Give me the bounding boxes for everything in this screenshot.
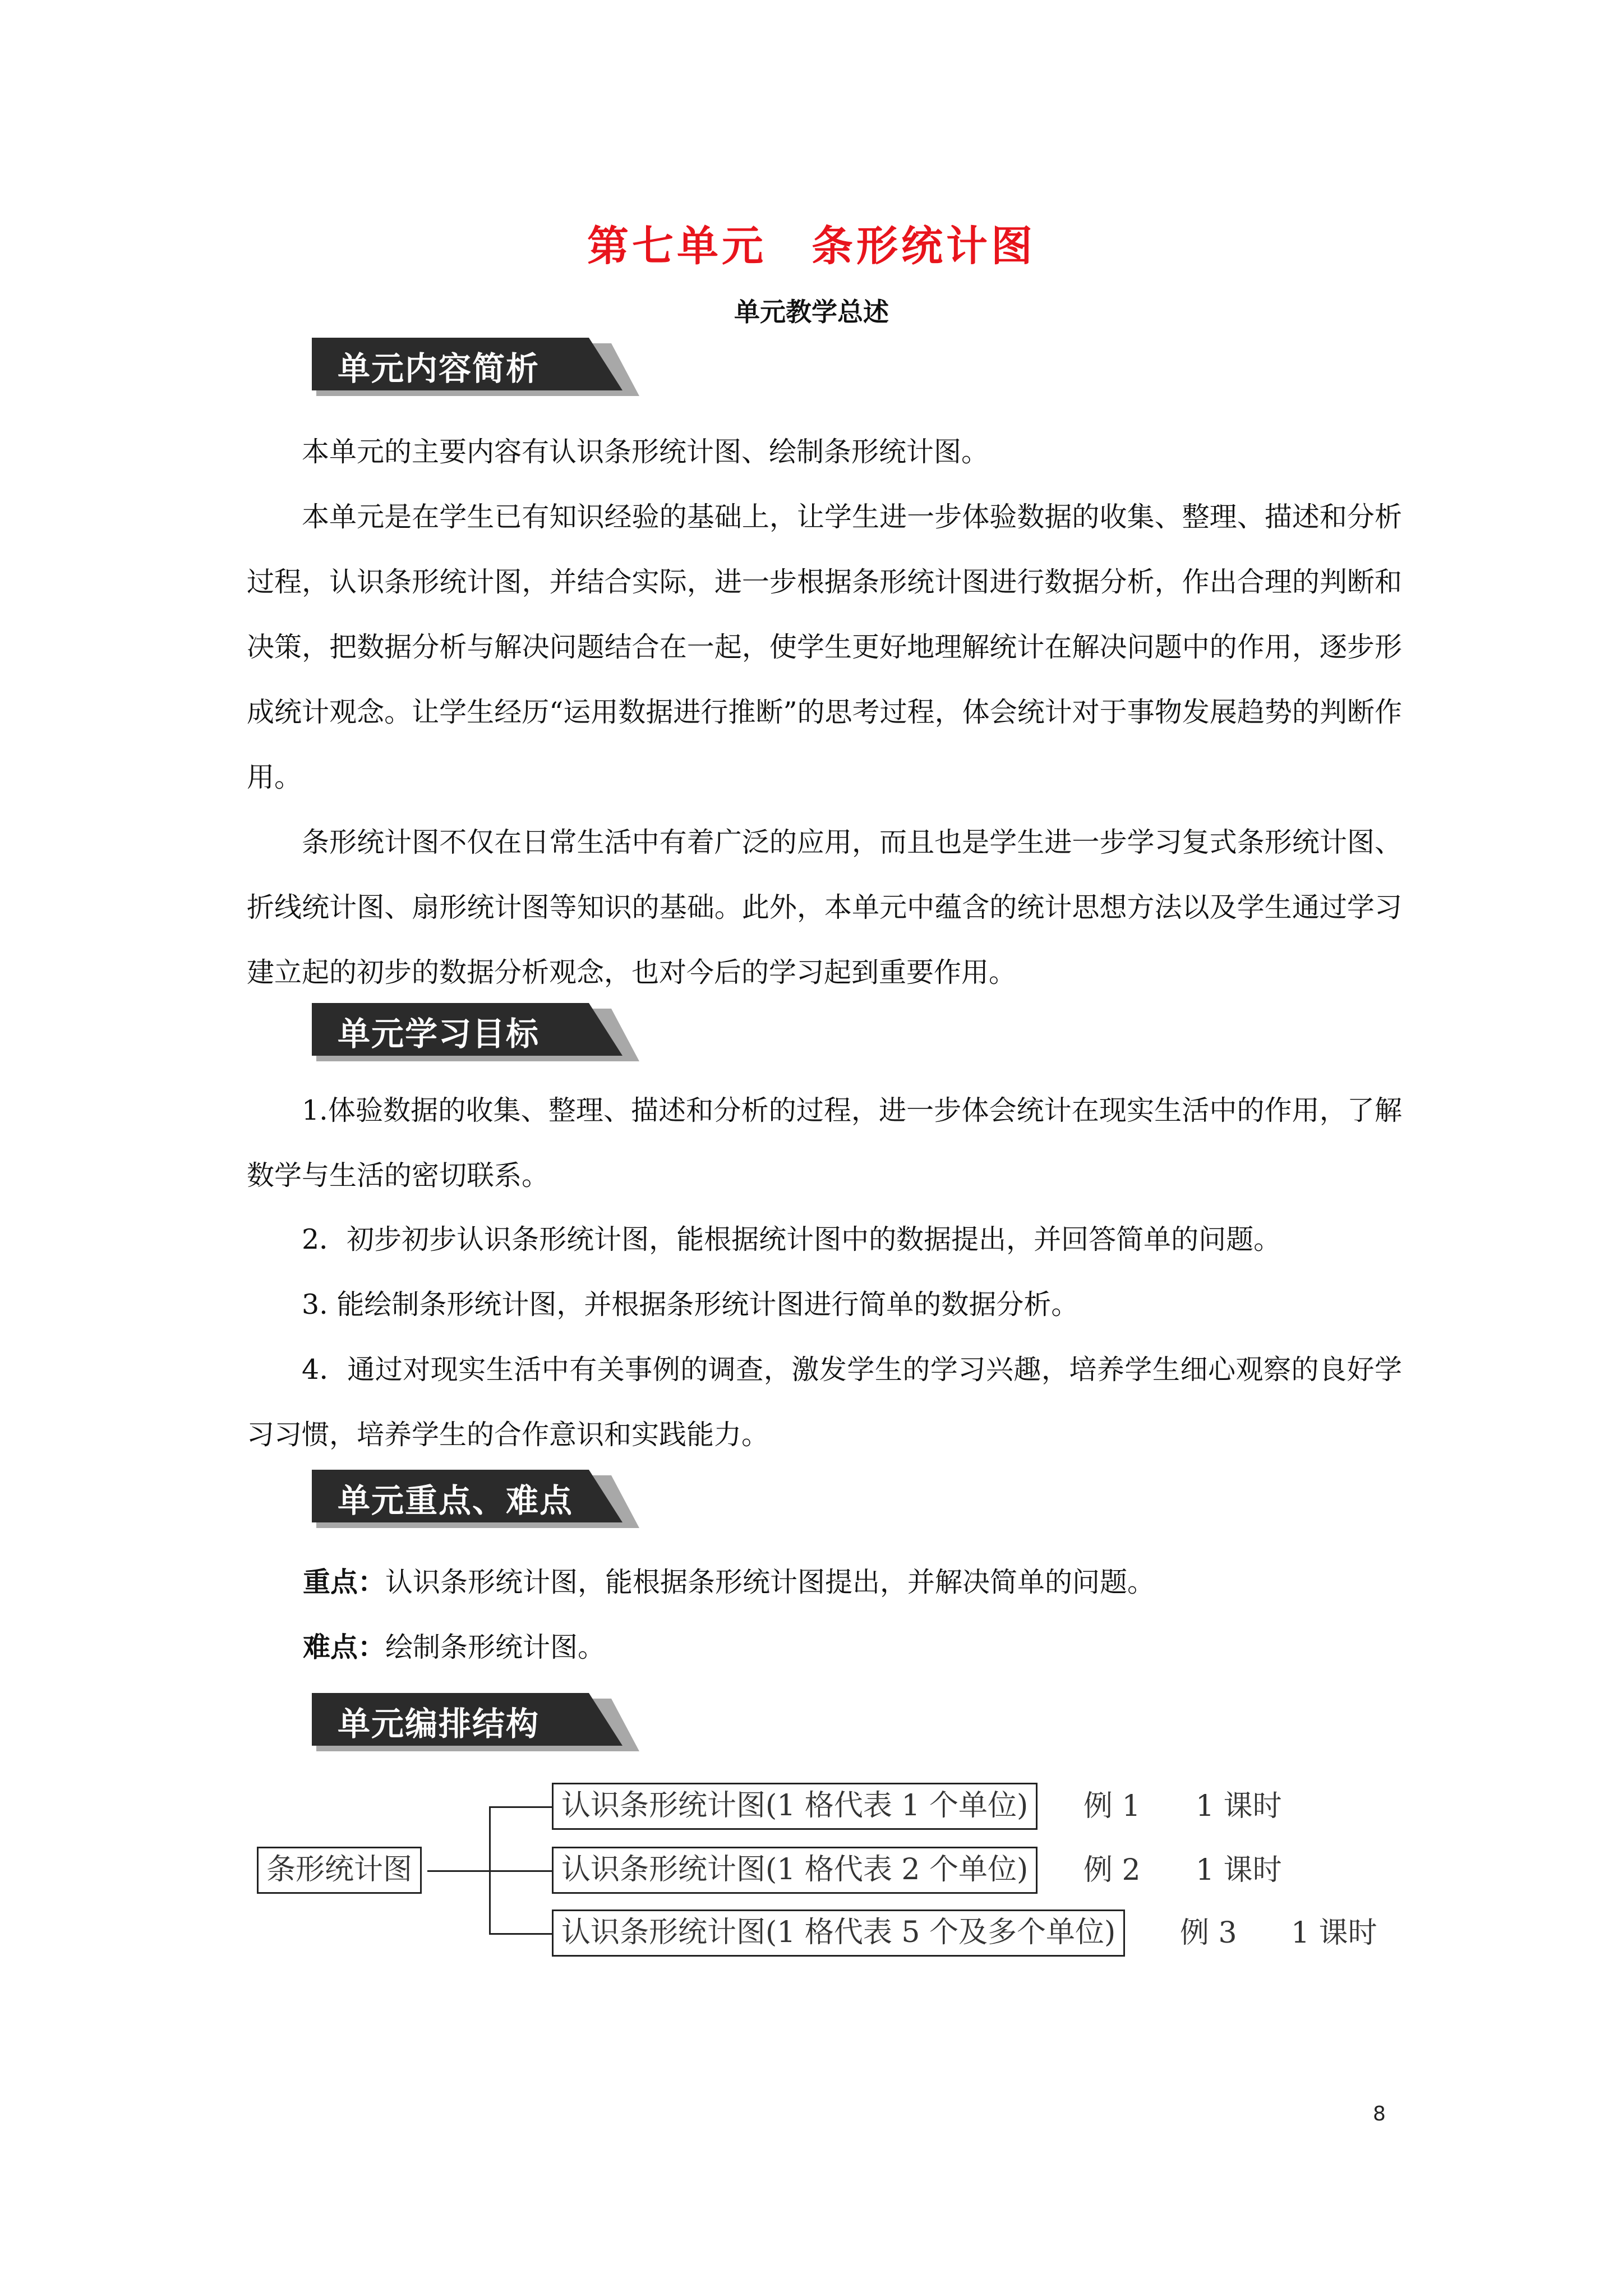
structure-example: 例 3 [1180,1916,1237,1950]
key-point-text: 认识条形统计图，能根据条形统计图提出，并解决简单的问题。 [385,1566,1155,1598]
connector-line [489,1806,552,1808]
structure-hours: 1 课时 [1196,1789,1282,1823]
connector-line [489,1933,552,1935]
goal-item: 4．通过对现实生活中有关事例的调查，激发学生的学习兴趣，培养学生细心观察的良好学习习惯，培养学生的合作意识和实践能力。 [247,1354,1402,1451]
section-tag-label: 单元学习目标 [338,1015,540,1053]
structure-hours: 1 课时 [1291,1916,1377,1950]
page-number: 8 [1373,2102,1386,2125]
page-title: 第七单元 条形统计图 [587,222,1036,270]
content-paragraph: 条形统计图不仅在日常生活中有着广泛的应用，而且也是学生进一步学习复式条形统计图、折线统计图、扇形统计图等知识的基础。此外，本单元中蕴含的统计思想方法以及学生通过学习建立起的初步的数据分析观念，也对今后的学习起到重要作用。 [247,826,1402,988]
difficult-point-label: 难点： [303,1631,386,1663]
structure-hours: 1 课时 [1196,1853,1282,1887]
structure-example: 例 1 [1083,1789,1141,1823]
key-point-label: 重点： [303,1566,386,1598]
key-point [303,1549,1155,1615]
structure-item-box: 认识条形统计图(1 格代表 5 个及多个单位) [552,1910,1125,1957]
content-paragraph: 本单元的主要内容有认识条形统计图、绘制条形统计图。 [302,436,989,468]
section-tag-goals [308,1000,645,1067]
structure-item-box: 认识条形统计图(1 格代表 1 个单位) [552,1783,1038,1830]
section-tag-label: 单元内容简析 [338,349,540,388]
structure-item-box: 认识条形统计图(1 格代表 2 个单位) [552,1847,1038,1894]
structure-root-box: 条形统计图 [257,1847,422,1894]
section-tag-label: 单元重点、难点 [338,1481,574,1520]
goal-item: 3. 能绘制条形统计图，并根据条形统计图进行简单的数据分析。 [302,1289,1079,1320]
difficult-point [303,1614,605,1680]
structure-example: 例 2 [1083,1853,1141,1887]
section-tag-keypoints [308,1466,645,1534]
goal-item: 2．初步初步认识条形统计图，能根据统计图中的数据提出，并回答简单的问题。 [302,1223,1281,1255]
connector-line [427,1870,490,1872]
difficult-point-text: 绘制条形统计图。 [385,1631,606,1663]
section-tag-structure [308,1690,645,1757]
section-tag-content [308,334,645,402]
connector-line [489,1870,552,1872]
goal-item: 1.体验数据的收集、整理、描述和分析的过程，进一步体会统计在现实生活中的作用，了解数学与生活的密切联系。 [247,1094,1402,1191]
section-tag-label: 单元编排结构 [338,1705,540,1743]
page-subtitle: 单元教学总述 [734,297,889,327]
content-paragraph: 本单元是在学生已有知识经验的基础上，让学生进一步体验数据的收集、整理、描述和分析过程，认识条形统计图，并结合实际，进一步根据条形统计图进行数据分析，作出合理的判断和决策，把数据分析与解决问题结合在一起，使学生更好地理解统计在解决问题中的作用，逐步形成统计观念。让学生经历“运用数据进行推断”的思考过程，体会统计对于事物发展趋势的判断作用。 [247,501,1402,793]
